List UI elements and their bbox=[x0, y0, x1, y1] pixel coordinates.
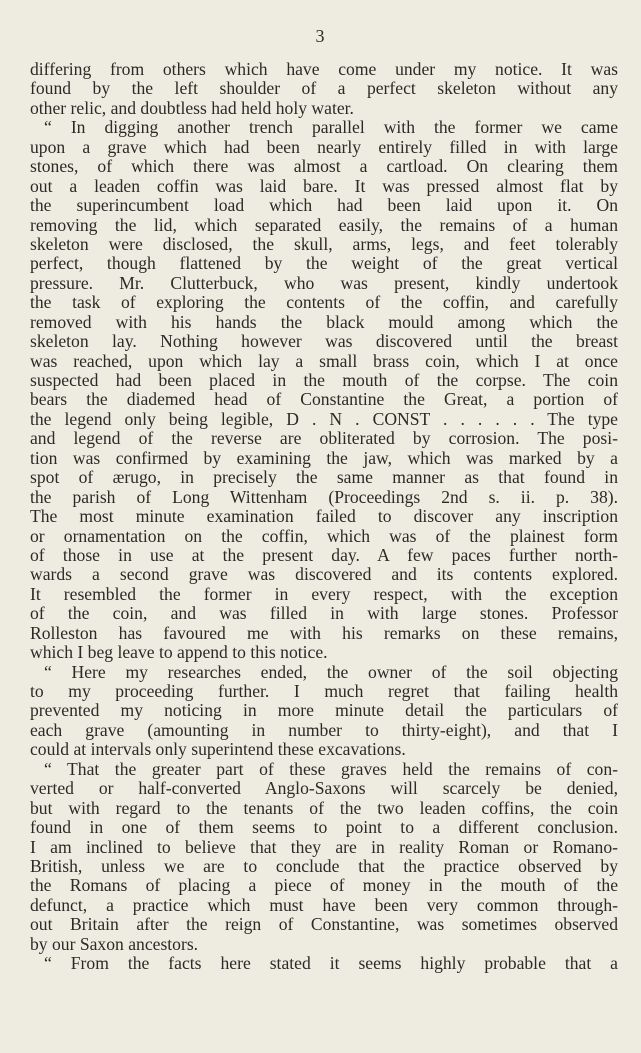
text-line: prevented my noticing in more minute detail the particulars of bbox=[30, 701, 618, 721]
text-line: perfect, though flattened by the weight of the great vertical bbox=[30, 254, 618, 274]
text-line: The most minute examination failed to discover any inscription bbox=[30, 507, 618, 527]
text-line: the superincumbent load which had been laid upon it. On bbox=[30, 196, 618, 216]
text-line: the legend only being legible, D . N . CONST . . . . . . The type bbox=[30, 409, 618, 429]
text-line: pressure. Mr. Clutterbuck, who was present, kindly undertook bbox=[30, 273, 618, 293]
text-line: found by the left shoulder of a perfect skeleton without any bbox=[30, 79, 618, 99]
text-line: tion was confirmed by examining the jaw, which was marked by a bbox=[30, 448, 618, 468]
text-line: out Britain after the reign of Constantine, was sometimes observed bbox=[30, 915, 618, 935]
body-text bbox=[30, 60, 618, 974]
text-line: removed with his hands the black mould among which the bbox=[30, 312, 618, 332]
text-line: removing the lid, which separated easily, the remains of a human bbox=[30, 215, 618, 235]
text-line: differing from others which have come under my notice. It was bbox=[30, 60, 618, 79]
text-line: “ Here my researches ended, the owner of the soil objecting bbox=[44, 662, 618, 682]
text-line: verted or half-converted Anglo-Saxons will scarcely be denied, bbox=[30, 779, 618, 799]
text-line: Rolleston has favoured me with his remarks on these remains, bbox=[30, 623, 618, 643]
text-line: wards a second grave was discovered and its contents explored. bbox=[30, 565, 618, 585]
text-line: defunct, a practice which must have been very common through- bbox=[30, 895, 618, 915]
text-line: and legend of the reverse are obliterated by corrosion. The posi- bbox=[30, 429, 618, 449]
text-line: or ornamentation on the coffin, which was of the plainest form bbox=[30, 526, 618, 546]
text-line: the Romans of placing a piece of money in the mouth of the bbox=[30, 876, 618, 896]
page-number: 3 bbox=[315, 26, 326, 46]
text-line: It resembled the former in every respect, with the exception bbox=[30, 584, 618, 604]
text-line: to my proceeding further. I much regret that failing health bbox=[30, 682, 618, 701]
text-line: could at intervals only superintend these excavations. bbox=[30, 740, 406, 760]
text-line: each grave (amounting in number to thirty-eight), and that I bbox=[30, 720, 618, 740]
text-line: suspected had been placed in the mouth of the corpse. The coin bbox=[30, 371, 618, 390]
text-line: was reached, upon which lay a small brass coin, which I at once bbox=[30, 351, 618, 371]
text-line: out a leaden coffin was laid bare. It was pressed almost flat by bbox=[30, 176, 618, 196]
text-line: the parish of Long Wittenham (Proceedings 2nd s. ii. p. 38). bbox=[30, 487, 618, 507]
text-line: upon a grave which had been nearly entirely filled in with large bbox=[30, 137, 618, 157]
text-line: “ From the facts here stated it seems highly probable that a bbox=[44, 954, 618, 974]
text-line: of the coin, and was filled in with large stones. Professor bbox=[30, 604, 618, 624]
text-line: of those in use at the present day. A few paces further north- bbox=[30, 545, 618, 565]
text-line: other relic, and doubtless had held holy water. bbox=[30, 98, 354, 118]
text-line: by our Saxon ancestors. bbox=[30, 934, 199, 954]
text-line: skeleton lay. Nothing however was discovered until the breast bbox=[30, 332, 618, 352]
text-line: stones, of which there was almost a cartload. On clearing them bbox=[30, 157, 618, 177]
text-line: but with regard to the tenants of the two leaden coffins, the coin bbox=[30, 798, 618, 818]
text-line: I am inclined to believe that they are in reality Roman or Romano- bbox=[30, 837, 618, 857]
text-line: which I beg leave to append to this notice. bbox=[30, 643, 328, 663]
text-line: “ In digging another trench parallel with the former we came bbox=[44, 118, 618, 138]
text-line: the task of exploring the contents of the coffin, and carefully bbox=[30, 293, 618, 313]
text-line: found in one of them seems to point to a different conclusion. bbox=[30, 818, 618, 838]
text-line: spot of ærugo, in precisely the same manner as that found in bbox=[30, 468, 618, 488]
text-line: British, unless we are to conclude that the practice observed by bbox=[30, 856, 618, 876]
text-line: bears the diademed head of Constantine the Great, a portion of bbox=[30, 390, 618, 410]
text-line: “ That the greater part of these graves held the remains of con- bbox=[44, 759, 618, 779]
text-line: skeleton were disclosed, the skull, arms, legs, and feet tolerably bbox=[30, 234, 618, 254]
